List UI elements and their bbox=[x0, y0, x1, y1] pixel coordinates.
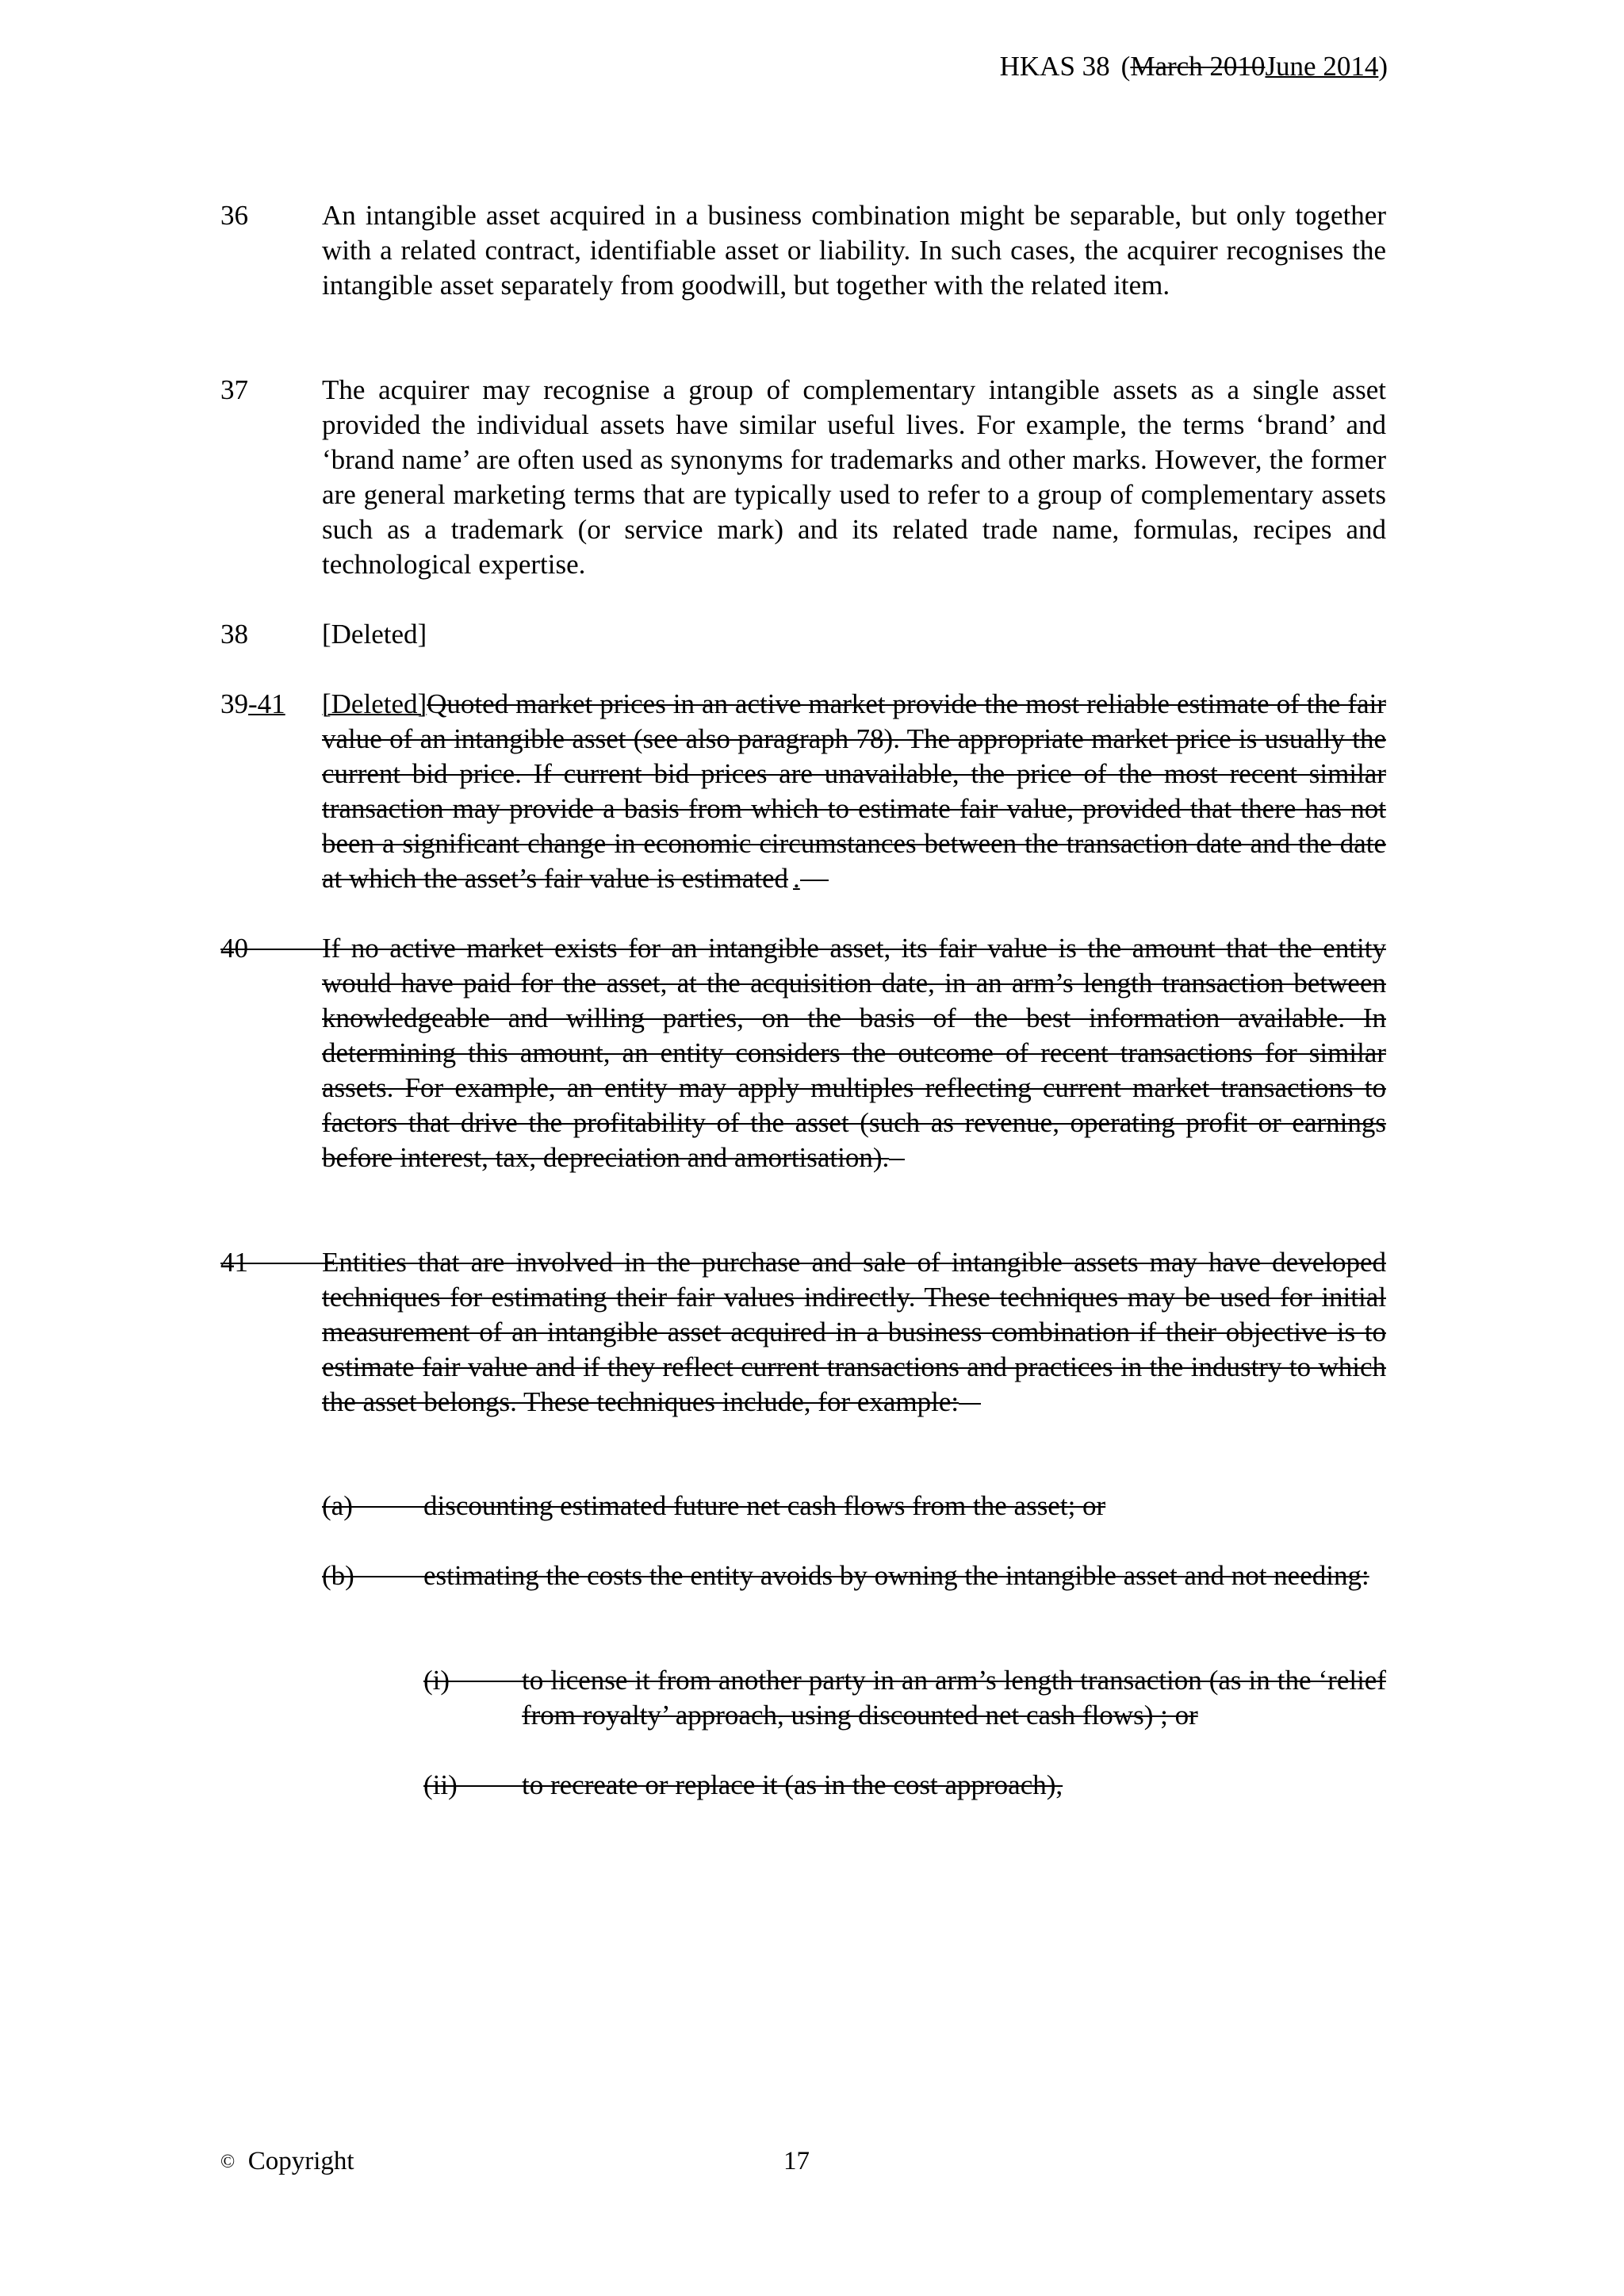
item-text bbox=[522, 1663, 1386, 1733]
paragraph-number: 38 bbox=[220, 619, 248, 650]
header-date-inserted: June 2014 bbox=[1265, 51, 1379, 82]
deleted-text: estimating the costs the entity avoids by owning the intangible asset and not needing: bbox=[423, 1560, 1369, 1591]
item-text bbox=[423, 1489, 1386, 1524]
deleted-text: If no active market exists for an intangible asset, its fair value is the amount that the entity would have paid for the asset, at the acquisition date, in an arm’s length transaction between knowledgeable and willing parties, on the basis of the best information available. In determining this amount, an entity considers the outcome of recent transactions for similar assets. For example, an entity may apply multiples reflecting current market transactions to factors that drive the profitability of the asset (such as revenue, operating profit or earnings before interest, tax, depreciation and amortisation). bbox=[322, 933, 1386, 1173]
deleted-text: discounting estimated future net cash flows from the asset; or bbox=[423, 1490, 1106, 1521]
item-text bbox=[423, 1558, 1386, 1593]
paragraph-number: 36 bbox=[220, 200, 248, 231]
copyright-text: Copyright bbox=[247, 2147, 354, 2175]
page-number: 17 bbox=[783, 2147, 810, 2175]
standard-name: HKAS 38 bbox=[999, 51, 1110, 82]
deleted-text: Quoted market prices in an active market provide the most reliable estimate of the fair value of an intangible asset (see also paragraph 78). The appropriate market price is usually the current bid price. If current bid prices are unavailable, the price of the most recent similar transaction may provide a basis from which to estimate fair value, provided that there has not been a significant change in economic circumstances between the transaction date and the date at which the asset’s fair value is estimated bbox=[322, 688, 1386, 894]
page-header: HKAS 38 (March 2010June 2014) bbox=[999, 51, 1388, 82]
inserted-text: [Deleted] bbox=[322, 688, 427, 719]
deleted-text: to recreate or replace it (as in the cost approach), bbox=[522, 1769, 1063, 1800]
number-inserted: -41 bbox=[248, 688, 285, 719]
paragraph-text bbox=[322, 931, 1386, 1175]
copyright-notice bbox=[220, 2145, 354, 2179]
deleted-text: Entities that are involved in the purchase and sale of intangible assets may have developed techniques for estimating their fair values indirectly. These techniques may be used for initial measurement of an intangible asset acquired in a business combination if their objective is to estimate fair value and if they reflect current transactions and practices in the industry to which the asset belongs. These techniques include, for example: bbox=[322, 1247, 1386, 1417]
paragraph-number: 37 bbox=[220, 374, 248, 405]
item-label: (b) bbox=[322, 1560, 354, 1591]
deleted-text: to license it from another party in an arm’s length transaction (as in the ‘relief from royalty’ approach, using discounted net cash flows) ; or bbox=[522, 1665, 1386, 1731]
paragraph-text: An intangible asset acquired in a business combination might be separable, but only together with a related contract, identifiable asset or liability. In such cases, the acquirer recognises the intangible asset separately from goodwill, but together with the related item. bbox=[322, 200, 1386, 301]
deleted-tab-mark bbox=[959, 1403, 981, 1405]
copyright-symbol: © bbox=[220, 2152, 236, 2172]
deleted-tab-mark bbox=[889, 1159, 905, 1160]
paragraph-number bbox=[220, 687, 285, 722]
item-label: (a) bbox=[322, 1490, 353, 1521]
paragraph-number: 41 bbox=[220, 1247, 248, 1278]
item-label: (i) bbox=[423, 1665, 450, 1696]
header-date-deleted: March 2010 bbox=[1130, 51, 1266, 82]
paragraph-number: 40 bbox=[220, 933, 248, 964]
item-text bbox=[522, 1768, 1386, 1803]
paragraph-text: The acquirer may recognise a group of complementary intangible assets as a single asset provided the individual assets have similar useful lives. For example, the terms ‘brand’ and ‘brand name’ are often used as synonyms for trademarks and other marks. However, the former are general marketing terms that are typically used to refer to a group of complementary assets such as a trademark (or service mark) and its related trade name, formulas, recipes and technological expertise. bbox=[322, 374, 1386, 580]
number-base: 39 bbox=[220, 688, 248, 719]
item-label: (ii) bbox=[423, 1769, 458, 1800]
deleted-tab-mark bbox=[800, 880, 829, 881]
paragraph-text bbox=[322, 687, 1386, 896]
paragraph-text bbox=[322, 1245, 1386, 1420]
paragraph-text: [Deleted] bbox=[322, 619, 427, 650]
end-mark: . bbox=[793, 863, 800, 894]
